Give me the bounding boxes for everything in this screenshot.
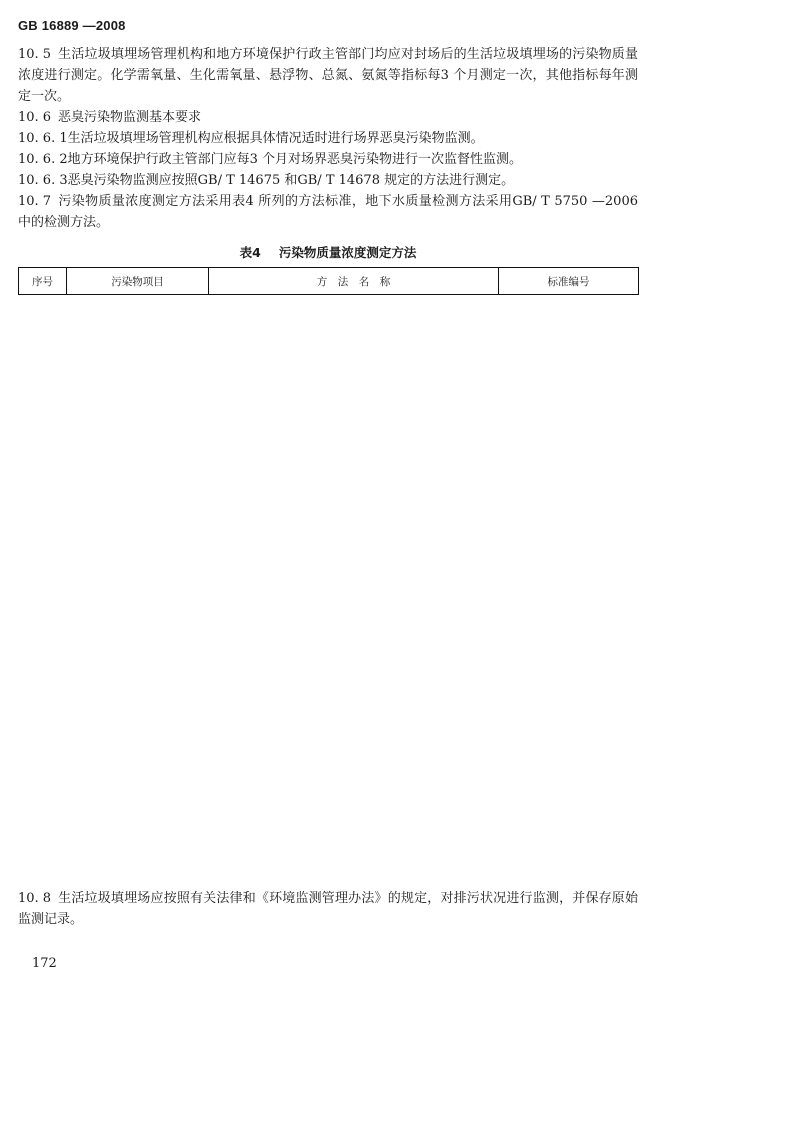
clause-10-5	[18, 44, 638, 107]
clause-text: 恶臭污染物监测基本要求	[58, 110, 202, 125]
header-no: 序号	[19, 268, 67, 295]
clause-10-6-2	[18, 149, 638, 170]
table-caption	[18, 243, 638, 261]
clause-number: 10. 6. 3	[18, 173, 68, 188]
clause-text: 生活垃圾填埋场管理机构和地方环境保护行政主管部门均应对封场后的生活垃圾填埋场的污染物质量浓度进行测定。化学需氧量、生化需氧量、悬浮物、总氮、氨氮等指标每3 个月测定一次，其他指标每年测定一次。	[18, 47, 638, 104]
header-standard: 标准编号	[499, 268, 639, 295]
clause-number: 10. 7	[18, 194, 52, 209]
methods-table	[18, 267, 639, 295]
clause-10-7	[18, 191, 638, 233]
clause-10-6-1	[18, 128, 638, 149]
header-item: 污染物项目	[67, 268, 209, 295]
clauses-top	[18, 44, 638, 233]
clause-number: 10. 6. 1	[18, 131, 68, 146]
table-caption-title: 污染物质量浓度测定方法	[278, 245, 417, 260]
clause-text: 污染物质量浓度测定方法采用表4 所列的方法标准，地下水质量检测方法采用GB/ T 5750 —2006 中的检测方法。	[18, 194, 638, 230]
table-header-row	[19, 268, 639, 295]
header-method: 方 法 名 称	[209, 268, 499, 295]
clause-number: 10. 6. 2	[18, 152, 68, 167]
clause-10-6-3	[18, 170, 638, 191]
page-number: 172	[32, 956, 57, 971]
clause-10-6	[18, 107, 638, 128]
clause-text: 地方环境保护行政主管部门应每3 个月对场界恶臭污染物进行一次监督性监测。	[67, 152, 523, 167]
clause-10-8	[18, 888, 638, 930]
clause-number: 10. 5	[18, 47, 52, 62]
standard-number-header: GB 16889 —2008	[18, 18, 126, 33]
clause-text: 恶臭污染物监测应按照GB/ T 14675 和GB/ T 14678 规定的方法进行测定。	[67, 173, 515, 188]
clause-number: 10. 8	[18, 891, 52, 906]
clauses-bottom	[18, 888, 638, 930]
table-caption-label: 表4	[239, 245, 261, 260]
clause-number: 10. 6	[18, 110, 52, 125]
clause-text: 生活垃圾填埋场应按照有关法律和《环境监测管理办法》的规定，对排污状况进行监测，并保存原始监测记录。	[18, 891, 638, 927]
clause-text: 生活垃圾填埋场管理机构应根据具体情况适时进行场界恶臭污染物监测。	[67, 131, 484, 146]
